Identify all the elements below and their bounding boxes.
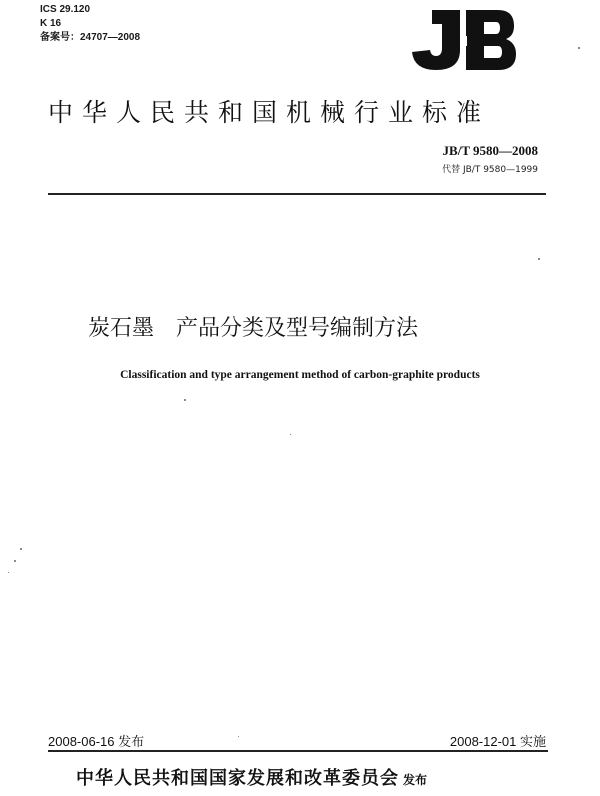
standard-title-english: Classification and type arrangement method of carbon-graphite products (120, 369, 480, 381)
footer-divider (48, 750, 548, 752)
implementation-date: 2008-12-01 实施 (449, 734, 546, 749)
publisher-name: 中华人民共和国国家发展和改革委员会 (76, 768, 399, 789)
publisher (76, 764, 427, 790)
standard-title-chinese: 炭石墨 产品分类及型号编制方法 (88, 316, 419, 341)
header-divider (48, 193, 546, 195)
scan-speck (578, 47, 580, 49)
standard-number: JB/T 9580—2008 (442, 143, 538, 158)
scan-speck (8, 572, 9, 573)
industry-standard-title: 中华人民共和国机械行业标准 (48, 98, 491, 127)
publisher-suffix: 发布 (403, 773, 428, 787)
issue-date: 2008-06-16 发布 (48, 734, 145, 749)
scan-speck (238, 736, 239, 737)
scan-speck (184, 399, 186, 401)
scan-speck (538, 258, 540, 260)
scan-speck (20, 548, 22, 550)
scan-speck (290, 434, 291, 435)
record-number: 备案号：24707—2008 (40, 32, 141, 43)
ics-code: ICS 29.120 (40, 4, 91, 15)
scan-speck (14, 560, 16, 562)
replaces-standard: 代替 JB/T 9580—1999 (442, 165, 538, 175)
jb-logo (402, 6, 520, 74)
category-code: K 16 (40, 18, 62, 29)
